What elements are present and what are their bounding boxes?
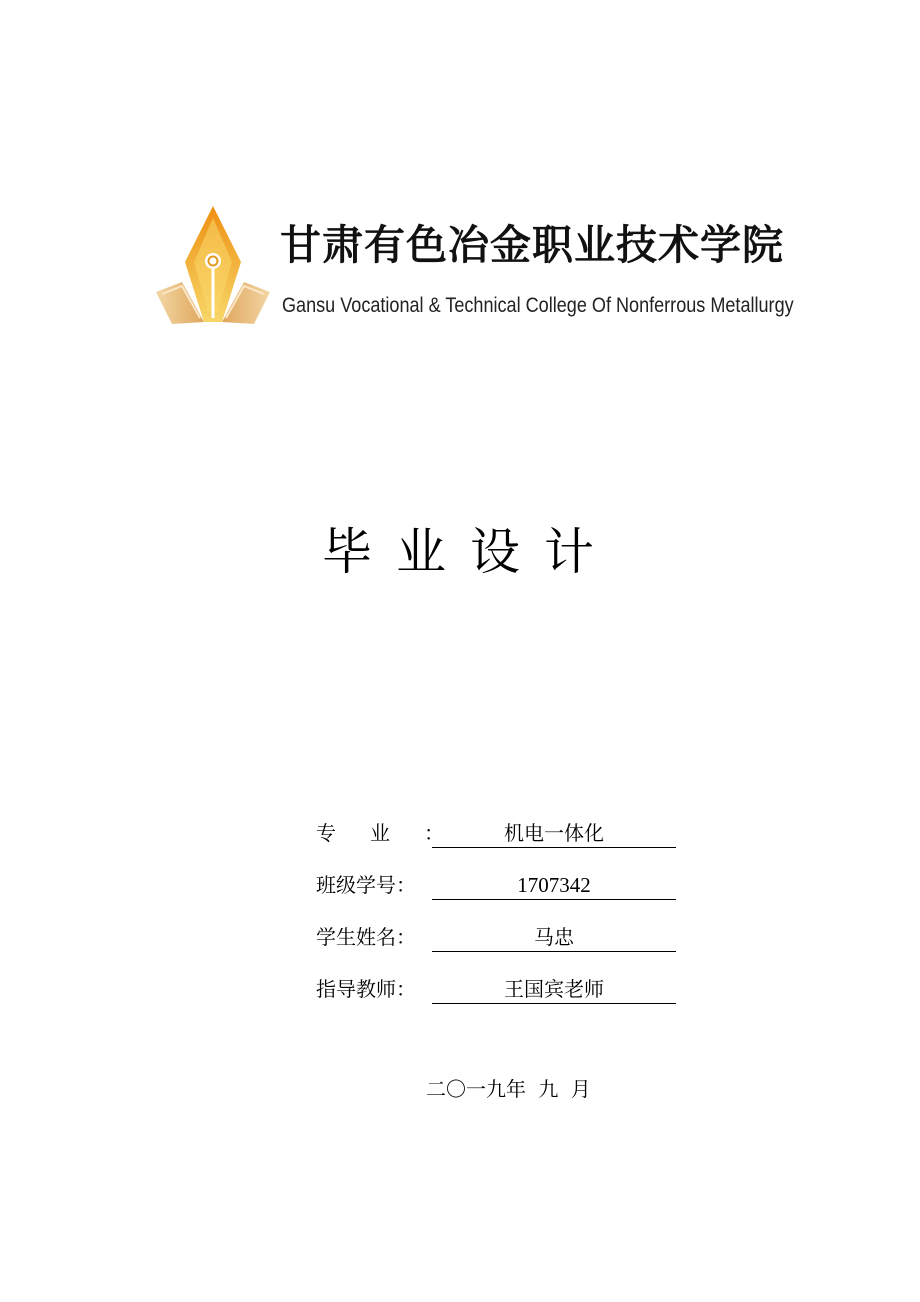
college-logo — [154, 204, 794, 334]
info-row-advisor — [316, 952, 696, 1004]
info-label-major: 专业： — [316, 821, 478, 845]
info-row-class-id — [316, 848, 696, 900]
info-label-student-name: 学生姓名： — [316, 925, 416, 949]
pen-nib-book-emblem-icon — [154, 204, 272, 328]
college-name-english: Gansu Vocational & Technical College Of Nonferrous Metallurgy — [282, 294, 794, 317]
college-name-chinese: 甘肃有色冶金职业技术学院 — [280, 221, 784, 269]
info-label-class-id: 班级学号： — [316, 873, 416, 897]
info-value-student-name: 马忠 — [432, 923, 676, 952]
info-row-major — [316, 796, 696, 848]
info-row-student-name — [316, 900, 696, 952]
document-date: 二〇一九年 九 月 — [426, 1077, 591, 1101]
student-info — [316, 796, 696, 1004]
info-label-advisor: 指导教师： — [316, 977, 416, 1001]
info-value-advisor: 王国宾老师 — [432, 975, 676, 1004]
info-value-class-id: 1707342 — [432, 871, 676, 900]
info-value-major: 机电一体化 — [432, 819, 676, 848]
document-title: 毕业设计 — [322, 523, 618, 581]
